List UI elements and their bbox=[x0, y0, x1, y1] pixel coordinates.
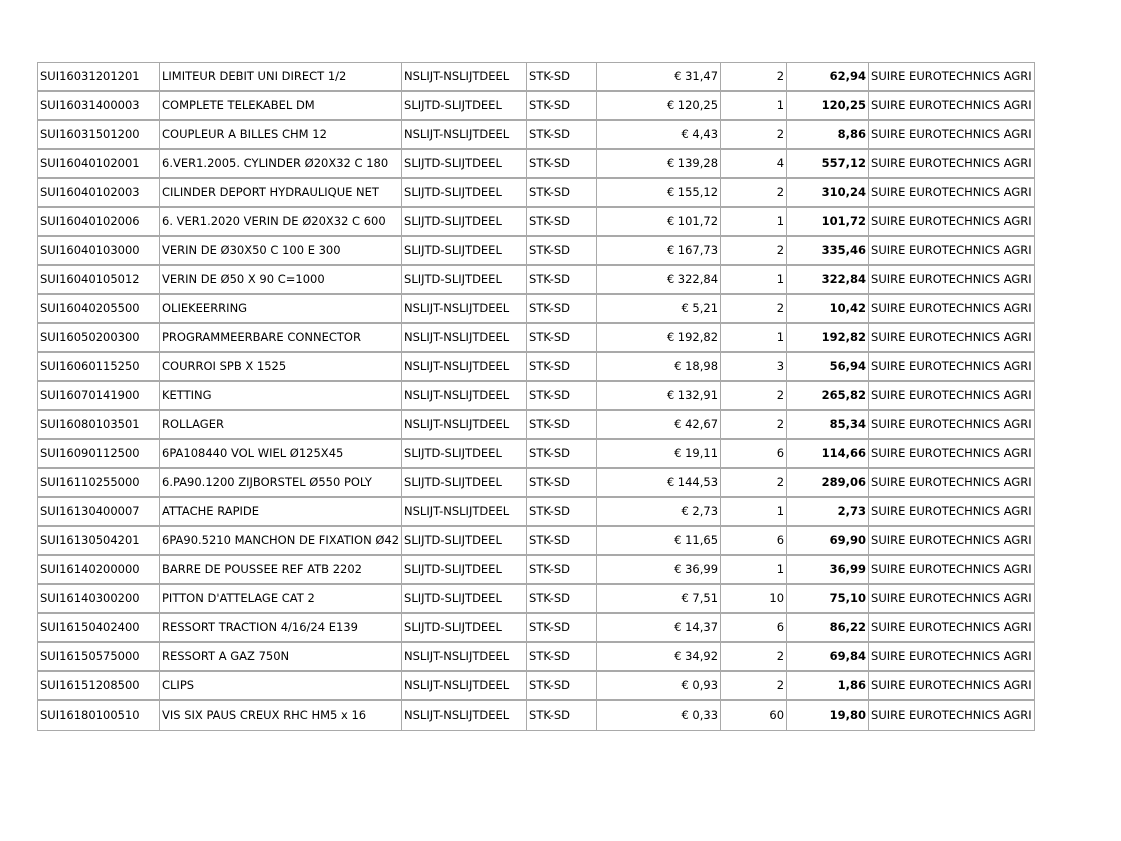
supplier-cell: SUIRE EUROTECHNICS AGRI bbox=[869, 556, 1034, 585]
supplier-cell: SUIRE EUROTECHNICS AGRI bbox=[869, 237, 1034, 266]
quantity-cell: 2 bbox=[721, 121, 787, 150]
description-cell: 6.PA90.1200 ZIJBORSTEL Ø550 POLY bbox=[160, 469, 402, 498]
wear-type-cell: SLIJTD-SLIJTDEEL bbox=[402, 150, 527, 179]
unit-price-cell: € 4,43 bbox=[597, 121, 721, 150]
description-cell: ATTACHE RAPIDE bbox=[160, 498, 402, 527]
wear-type-cell: NSLIJT-NSLIJTDEEL bbox=[402, 701, 527, 730]
description-cell: 6PA108440 VOL WIEL Ø125X45 bbox=[160, 440, 402, 469]
unit-cell: STK-SD bbox=[527, 179, 597, 208]
supplier-cell: SUIRE EUROTECHNICS AGRI bbox=[869, 324, 1034, 353]
line-total-cell: 56,94 bbox=[787, 353, 869, 382]
part-code-cell: SUI16140300200 bbox=[38, 585, 160, 614]
wear-type-cell: NSLIJT-NSLIJTDEEL bbox=[402, 672, 527, 701]
unit-price-cell: € 14,37 bbox=[597, 614, 721, 643]
line-total-cell: 335,46 bbox=[787, 237, 869, 266]
supplier-cell: SUIRE EUROTECHNICS AGRI bbox=[869, 527, 1034, 556]
unit-cell: STK-SD bbox=[527, 643, 597, 672]
unit-price-cell: € 192,82 bbox=[597, 324, 721, 353]
unit-cell: STK-SD bbox=[527, 614, 597, 643]
wear-type-cell: NSLIJT-NSLIJTDEEL bbox=[402, 382, 527, 411]
line-total-cell: 62,94 bbox=[787, 63, 869, 92]
line-total-cell: 1,86 bbox=[787, 672, 869, 701]
description-cell: COMPLETE TELEKABEL DM bbox=[160, 92, 402, 121]
unit-price-cell: € 18,98 bbox=[597, 353, 721, 382]
table-row bbox=[38, 469, 1034, 498]
wear-type-cell: SLIJTD-SLIJTDEEL bbox=[402, 614, 527, 643]
table-row bbox=[38, 411, 1034, 440]
unit-price-cell: € 19,11 bbox=[597, 440, 721, 469]
table-row bbox=[38, 353, 1034, 382]
quantity-cell: 1 bbox=[721, 556, 787, 585]
unit-price-cell: € 0,33 bbox=[597, 701, 721, 730]
wear-type-cell: NSLIJT-NSLIJTDEEL bbox=[402, 643, 527, 672]
unit-price-cell: € 132,91 bbox=[597, 382, 721, 411]
description-cell: 6.VER1.2005. CYLINDER Ø20X32 C 180 bbox=[160, 150, 402, 179]
part-code-cell: SUI16050200300 bbox=[38, 324, 160, 353]
wear-type-cell: NSLIJT-NSLIJTDEEL bbox=[402, 411, 527, 440]
wear-type-cell: NSLIJT-NSLIJTDEEL bbox=[402, 121, 527, 150]
unit-cell: STK-SD bbox=[527, 121, 597, 150]
table-row bbox=[38, 295, 1034, 324]
part-code-cell: SUI16031400003 bbox=[38, 92, 160, 121]
line-total-cell: 265,82 bbox=[787, 382, 869, 411]
wear-type-cell: NSLIJT-NSLIJTDEEL bbox=[402, 63, 527, 92]
table-row bbox=[38, 63, 1034, 92]
quantity-cell: 6 bbox=[721, 440, 787, 469]
supplier-cell: SUIRE EUROTECHNICS AGRI bbox=[869, 179, 1034, 208]
description-cell: PROGRAMMEERBARE CONNECTOR bbox=[160, 324, 402, 353]
supplier-cell: SUIRE EUROTECHNICS AGRI bbox=[869, 469, 1034, 498]
part-code-cell: SUI16080103501 bbox=[38, 411, 160, 440]
quantity-cell: 2 bbox=[721, 179, 787, 208]
supplier-cell: SUIRE EUROTECHNICS AGRI bbox=[869, 643, 1034, 672]
line-total-cell: 10,42 bbox=[787, 295, 869, 324]
supplier-cell: SUIRE EUROTECHNICS AGRI bbox=[869, 266, 1034, 295]
part-code-cell: SUI16140200000 bbox=[38, 556, 160, 585]
part-code-cell: SUI16031501200 bbox=[38, 121, 160, 150]
unit-cell: STK-SD bbox=[527, 498, 597, 527]
unit-price-cell: € 0,93 bbox=[597, 672, 721, 701]
table-row bbox=[38, 266, 1034, 295]
table-row bbox=[38, 672, 1034, 701]
unit-price-cell: € 36,99 bbox=[597, 556, 721, 585]
unit-price-cell: € 144,53 bbox=[597, 469, 721, 498]
parts-table bbox=[37, 62, 1035, 731]
line-total-cell: 69,84 bbox=[787, 643, 869, 672]
unit-cell: STK-SD bbox=[527, 527, 597, 556]
quantity-cell: 2 bbox=[721, 63, 787, 92]
quantity-cell: 1 bbox=[721, 208, 787, 237]
part-code-cell: SUI16130504201 bbox=[38, 527, 160, 556]
supplier-cell: SUIRE EUROTECHNICS AGRI bbox=[869, 672, 1034, 701]
part-code-cell: SUI16040103000 bbox=[38, 237, 160, 266]
wear-type-cell: NSLIJT-NSLIJTDEEL bbox=[402, 324, 527, 353]
supplier-cell: SUIRE EUROTECHNICS AGRI bbox=[869, 150, 1034, 179]
unit-price-cell: € 34,92 bbox=[597, 643, 721, 672]
table-row bbox=[38, 237, 1034, 266]
unit-price-cell: € 139,28 bbox=[597, 150, 721, 179]
unit-price-cell: € 101,72 bbox=[597, 208, 721, 237]
part-code-cell: SUI16040102001 bbox=[38, 150, 160, 179]
supplier-cell: SUIRE EUROTECHNICS AGRI bbox=[869, 411, 1034, 440]
part-code-cell: SUI16150575000 bbox=[38, 643, 160, 672]
unit-cell: STK-SD bbox=[527, 672, 597, 701]
supplier-cell: SUIRE EUROTECHNICS AGRI bbox=[869, 121, 1034, 150]
quantity-cell: 6 bbox=[721, 614, 787, 643]
unit-price-cell: € 322,84 bbox=[597, 266, 721, 295]
part-code-cell: SUI16150402400 bbox=[38, 614, 160, 643]
unit-cell: STK-SD bbox=[527, 266, 597, 295]
description-cell: CLIPS bbox=[160, 672, 402, 701]
quantity-cell: 3 bbox=[721, 353, 787, 382]
wear-type-cell: SLIJTD-SLIJTDEEL bbox=[402, 585, 527, 614]
line-total-cell: 322,84 bbox=[787, 266, 869, 295]
line-total-cell: 8,86 bbox=[787, 121, 869, 150]
quantity-cell: 2 bbox=[721, 382, 787, 411]
unit-price-cell: € 31,47 bbox=[597, 63, 721, 92]
quantity-cell: 10 bbox=[721, 585, 787, 614]
unit-cell: STK-SD bbox=[527, 237, 597, 266]
description-cell: 6PA90.5210 MANCHON DE FIXATION Ø42 bbox=[160, 527, 402, 556]
wear-type-cell: SLIJTD-SLIJTDEEL bbox=[402, 440, 527, 469]
wear-type-cell: SLIJTD-SLIJTDEEL bbox=[402, 237, 527, 266]
unit-cell: STK-SD bbox=[527, 556, 597, 585]
unit-price-cell: € 11,65 bbox=[597, 527, 721, 556]
unit-cell: STK-SD bbox=[527, 411, 597, 440]
part-code-cell: SUI16110255000 bbox=[38, 469, 160, 498]
line-total-cell: 36,99 bbox=[787, 556, 869, 585]
table-row bbox=[38, 614, 1034, 643]
part-code-cell: SUI16040105012 bbox=[38, 266, 160, 295]
wear-type-cell: SLIJTD-SLIJTDEEL bbox=[402, 556, 527, 585]
quantity-cell: 2 bbox=[721, 672, 787, 701]
unit-price-cell: € 42,67 bbox=[597, 411, 721, 440]
quantity-cell: 2 bbox=[721, 237, 787, 266]
wear-type-cell: SLIJTD-SLIJTDEEL bbox=[402, 208, 527, 237]
unit-cell: STK-SD bbox=[527, 324, 597, 353]
part-code-cell: SUI16130400007 bbox=[38, 498, 160, 527]
unit-price-cell: € 167,73 bbox=[597, 237, 721, 266]
parts-table-body bbox=[38, 63, 1034, 730]
quantity-cell: 2 bbox=[721, 295, 787, 324]
unit-price-cell: € 120,25 bbox=[597, 92, 721, 121]
table-row bbox=[38, 121, 1034, 150]
line-total-cell: 114,66 bbox=[787, 440, 869, 469]
table-row bbox=[38, 382, 1034, 411]
unit-cell: STK-SD bbox=[527, 382, 597, 411]
supplier-cell: SUIRE EUROTECHNICS AGRI bbox=[869, 63, 1034, 92]
supplier-cell: SUIRE EUROTECHNICS AGRI bbox=[869, 382, 1034, 411]
quantity-cell: 6 bbox=[721, 527, 787, 556]
quantity-cell: 1 bbox=[721, 498, 787, 527]
description-cell: LIMITEUR DEBIT UNI DIRECT 1/2 bbox=[160, 63, 402, 92]
part-code-cell: SUI16060115250 bbox=[38, 353, 160, 382]
unit-cell: STK-SD bbox=[527, 208, 597, 237]
unit-price-cell: € 2,73 bbox=[597, 498, 721, 527]
line-total-cell: 192,82 bbox=[787, 324, 869, 353]
description-cell: VERIN DE Ø50 X 90 C=1000 bbox=[160, 266, 402, 295]
table-row bbox=[38, 585, 1034, 614]
quantity-cell: 2 bbox=[721, 643, 787, 672]
supplier-cell: SUIRE EUROTECHNICS AGRI bbox=[869, 295, 1034, 324]
part-code-cell: SUI16040205500 bbox=[38, 295, 160, 324]
unit-cell: STK-SD bbox=[527, 701, 597, 730]
line-total-cell: 557,12 bbox=[787, 150, 869, 179]
unit-cell: STK-SD bbox=[527, 469, 597, 498]
quantity-cell: 1 bbox=[721, 266, 787, 295]
table-row bbox=[38, 324, 1034, 353]
quantity-cell: 1 bbox=[721, 324, 787, 353]
wear-type-cell: NSLIJT-NSLIJTDEEL bbox=[402, 353, 527, 382]
description-cell: COURROI SPB X 1525 bbox=[160, 353, 402, 382]
table-row bbox=[38, 92, 1034, 121]
description-cell: 6. VER1.2020 VERIN DE Ø20X32 C 600 bbox=[160, 208, 402, 237]
line-total-cell: 75,10 bbox=[787, 585, 869, 614]
unit-price-cell: € 7,51 bbox=[597, 585, 721, 614]
description-cell: RESSORT A GAZ 750N bbox=[160, 643, 402, 672]
unit-cell: STK-SD bbox=[527, 440, 597, 469]
description-cell: VERIN DE Ø30X50 C 100 E 300 bbox=[160, 237, 402, 266]
unit-price-cell: € 5,21 bbox=[597, 295, 721, 324]
line-total-cell: 19,80 bbox=[787, 701, 869, 730]
supplier-cell: SUIRE EUROTECHNICS AGRI bbox=[871, 707, 1032, 722]
description-cell: RESSORT TRACTION 4/16/24 E139 bbox=[160, 614, 402, 643]
unit-cell: STK-SD bbox=[527, 150, 597, 179]
line-total-cell: 120,25 bbox=[787, 92, 869, 121]
wear-type-cell: SLIJTD-SLIJTDEEL bbox=[402, 92, 527, 121]
supplier-cell: SUIRE EUROTECHNICS AGRI bbox=[869, 585, 1034, 614]
part-code-cell: SUI16040102003 bbox=[38, 179, 160, 208]
supplier-cell: SUIRE EUROTECHNICS AGRI bbox=[869, 440, 1034, 469]
supplier-cell: SUIRE EUROTECHNICS AGRI bbox=[869, 208, 1034, 237]
unit-cell: STK-SD bbox=[527, 353, 597, 382]
description-cell: VIS SIX PAUS CREUX RHC HM5 x 16 bbox=[160, 701, 402, 730]
description-cell: COUPLEUR A BILLES CHM 12 bbox=[160, 121, 402, 150]
supplier-cell: SUIRE EUROTECHNICS AGRI bbox=[869, 614, 1034, 643]
table-row bbox=[38, 150, 1034, 179]
quantity-cell: 2 bbox=[721, 469, 787, 498]
line-total-cell: 69,90 bbox=[787, 527, 869, 556]
supplier-cell: SUIRE EUROTECHNICS AGRI bbox=[869, 353, 1034, 382]
part-code-cell: SUI16031201201 bbox=[38, 63, 160, 92]
table-row bbox=[38, 556, 1034, 585]
quantity-cell: 1 bbox=[721, 92, 787, 121]
wear-type-cell: NSLIJT-NSLIJTDEEL bbox=[402, 295, 527, 324]
unit-cell: STK-SD bbox=[527, 92, 597, 121]
wear-type-cell: SLIJTD-SLIJTDEEL bbox=[402, 266, 527, 295]
quantity-cell: 4 bbox=[721, 150, 787, 179]
unit-cell: STK-SD bbox=[527, 585, 597, 614]
line-total-cell: 289,06 bbox=[787, 469, 869, 498]
description-cell: KETTING bbox=[160, 382, 402, 411]
supplier-cell: SUIRE EUROTECHNICS AGRI bbox=[869, 92, 1034, 121]
table-row bbox=[38, 440, 1034, 469]
part-code-cell: SUI16070141900 bbox=[38, 382, 160, 411]
description-cell: BARRE DE POUSSEE REF ATB 2202 bbox=[160, 556, 402, 585]
description-cell: PITTON D'ATTELAGE CAT 2 bbox=[160, 585, 402, 614]
wear-type-cell: NSLIJT-NSLIJTDEEL bbox=[402, 498, 527, 527]
table-row bbox=[38, 498, 1034, 527]
part-code-cell: SUI16180100510 bbox=[38, 701, 160, 730]
table-row bbox=[38, 179, 1034, 208]
line-total-cell: 86,22 bbox=[787, 614, 869, 643]
part-code-cell: SUI16040102006 bbox=[38, 208, 160, 237]
wear-type-cell: SLIJTD-SLIJTDEEL bbox=[402, 469, 527, 498]
wear-type-cell: SLIJTD-SLIJTDEEL bbox=[402, 527, 527, 556]
description-cell: OLIEKEERRING bbox=[160, 295, 402, 324]
table-row bbox=[38, 527, 1034, 556]
line-total-cell: 85,34 bbox=[787, 411, 869, 440]
line-total-cell: 101,72 bbox=[787, 208, 869, 237]
wear-type-cell: SLIJTD-SLIJTDEEL bbox=[402, 179, 527, 208]
part-code-cell: SUI16151208500 bbox=[38, 672, 160, 701]
line-total-cell: 2,73 bbox=[787, 498, 869, 527]
unit-price-cell: € 155,12 bbox=[597, 179, 721, 208]
supplier-cell: SUIRE EUROTECHNICS AGRI bbox=[869, 498, 1034, 527]
unit-cell: STK-SD bbox=[527, 295, 597, 324]
line-total-cell: 310,24 bbox=[787, 179, 869, 208]
table-row bbox=[38, 208, 1034, 237]
table-row bbox=[38, 643, 1034, 672]
unit-cell: STK-SD bbox=[527, 63, 597, 92]
description-cell: CILINDER DEPORT HYDRAULIQUE NET bbox=[160, 179, 402, 208]
quantity-cell: 60 bbox=[721, 701, 787, 730]
quantity-cell: 2 bbox=[721, 411, 787, 440]
part-code-cell: SUI16090112500 bbox=[38, 440, 160, 469]
table-row bbox=[38, 701, 1034, 730]
description-cell: ROLLAGER bbox=[160, 411, 402, 440]
